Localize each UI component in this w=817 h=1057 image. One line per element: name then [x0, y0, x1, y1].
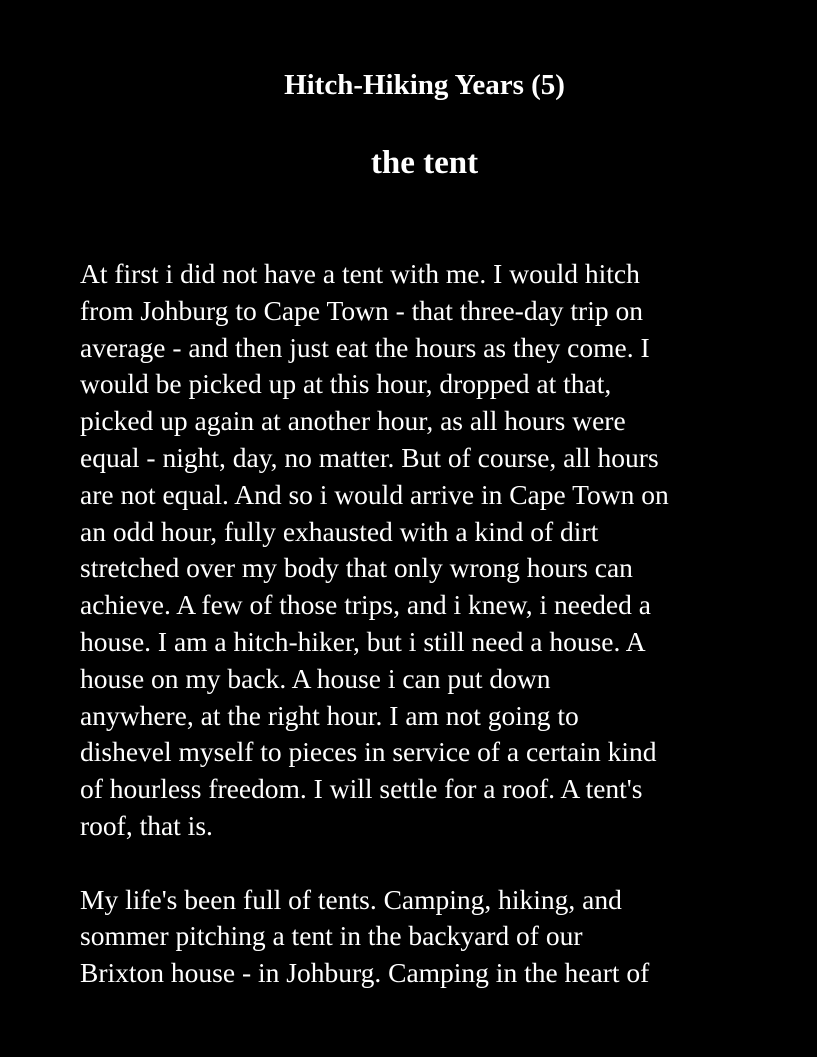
page-subtitle: the tent	[370, 145, 479, 181]
text-line: house on my back. A house i can put down	[80, 662, 551, 694]
page-title: Hitch-Hiking Years (5)	[284, 69, 565, 101]
text-line: average - and then just eat the hours as they come. I	[80, 331, 650, 363]
text-line: roof, that is.	[80, 809, 213, 841]
paragraph-2	[80, 882, 790, 992]
text-line: an odd hour, fully exhausted with a kind of dirt	[80, 515, 599, 547]
text-line: picked up again at another hour, as all hours were	[80, 405, 626, 437]
text-line: of hourless freedom. I will settle for a roof. A tent's	[80, 773, 643, 805]
text-line: would be picked up at this hour, dropped at that,	[80, 368, 612, 400]
text-line: sommer pitching a tent in the backyard of our	[80, 920, 583, 952]
text-line: house. I am a hitch-hiker, but i still need a house. A	[80, 625, 646, 657]
body-text	[80, 256, 790, 992]
text-line: dishevel myself to pieces in service of a certain kind	[80, 736, 657, 768]
text-line: Brixton house - in Johburg. Camping in the heart of	[80, 957, 650, 989]
paragraph-1	[80, 256, 790, 845]
text-line: are not equal. And so i would arrive in Cape Town on	[80, 478, 669, 510]
text-line: stretched over my body that only wrong hours can	[80, 552, 633, 584]
text-line: achieve. A few of those trips, and i knew, i needed a	[80, 589, 651, 621]
text-line: equal - night, day, no matter. But of course, all hours	[80, 441, 659, 473]
text-line: At first i did not have a tent with me. I would hitch	[80, 258, 640, 289]
text-line: from Johburg to Cape Town - that three-day trip on	[80, 294, 643, 326]
text-line: My life's been full of tents. Camping, hiking, and	[80, 883, 622, 915]
text-line: anywhere, at the right hour. I am not going to	[80, 699, 579, 731]
